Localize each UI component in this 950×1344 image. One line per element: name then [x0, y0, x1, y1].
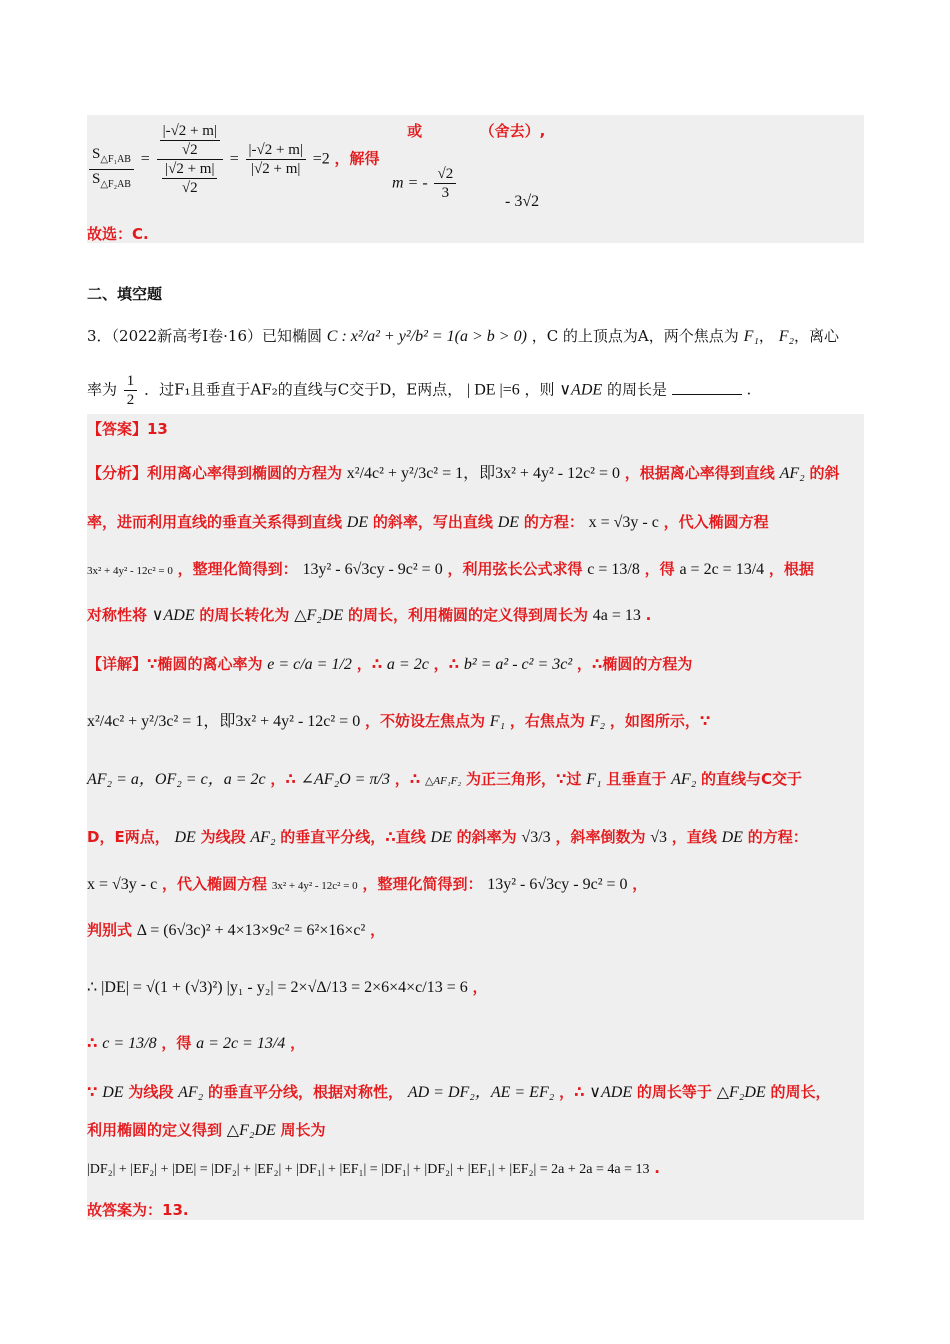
question-line-2: 率为 $\frac{1}{2}$ ．过F₁且垂直于AF₂的直线与C交于D，E两点， | DE |=6 ，则 ∨ADE 的周长是 .	[87, 373, 752, 408]
detail-line-3: AF₂ = a，OF₂ = c，a = 2c ，∴ ∠AF₂O = π/3 ，∴ △AF₁F₂ 为正三角形，∵过 F₁ 且垂直于 AF₂ 的直线与C交于	[87, 770, 803, 788]
solve-label: ，解得	[334, 149, 380, 168]
detail-line-7: ∴ |DE| = √(1 + (√3)²) |y₁ - y₂| = 2×√Δ/13 = 2×6×4×c/13 = 6 ，	[87, 978, 488, 996]
m-fraction: $\frac{√2}{3}$	[434, 165, 456, 202]
m-alt-value: - 3√2	[505, 193, 540, 210]
detail-line-2: x²/4c² + y²/3c² = 1，即3x² + 4y² - 12c² = 0 ，不妨设左焦点为 F₁ ，右焦点为 F₂ ，如图所示，∵	[87, 712, 711, 730]
detail-line-10: 利用椭圆的定义得到 △F₂DE 周长为	[87, 1121, 326, 1139]
question-line-1: 3．（2022新高考Ⅰ卷·16）已知椭圆 C : x²/a² + y²/b² = 1(a > b > 0) ，C 的上顶点为A，两个焦点为 F₁， F₂，离心	[87, 327, 840, 345]
ratio-equation-line: $\frac{S_{\triangle F_1AB}}{S_{\triangle F_2AB}}$ = $\frac{\frac{|-√2 + m|}{√2}}{\frac{|√2 + m|}{√2}}$ = $\frac{|-√2 + m|}{|√2 + m|}$ =2 ，解得 或 （舍去）,	[87, 122, 877, 212]
detail-line-4: D，E两点， DE 为线段 AF₂ 的垂直平分线，∴直线 DE 的斜率为 √3/3 ，斜率倒数为 √3 ，直线 DE 的方程：	[87, 828, 808, 846]
half-fraction: $\frac{1}{2}$	[124, 372, 138, 409]
section-title: 二、填空题	[87, 285, 163, 303]
area-ratio-fraction: $\frac{S_{\triangle F_1AB}}{S_{\triangle F_2AB}}$	[89, 145, 134, 194]
analysis-line-3: 3x² + 4y² - 12c² = 0 ，整理化简得到： 13y² - 6√3cy - 9c² = 0 ，利用弦长公式求得 c = 13/8 ，得 a = 2c = 13/4 ，根据	[87, 560, 814, 578]
simplified-fraction: $\frac{|-√2 + m|}{|√2 + m|}$	[246, 141, 306, 178]
discard-label: （舍去）,	[479, 121, 546, 140]
conclusion-line: 故选：C.	[87, 225, 149, 243]
detail-line-9: ∵ DE 为线段 AF₂ 的垂直平分线，根据对称性， AD = DF₂，AE = EF₂ ，∴ ∨ADE 的周长等于 △F₂DE 的周长，	[87, 1083, 831, 1101]
m-solution-line: m = - $\frac{√2}{3}$	[392, 165, 592, 202]
or-label: 或	[407, 121, 423, 140]
detail-line-8: ∴ c = 13/8 ，得 a = 2c = 13/4 ，	[87, 1034, 306, 1052]
answer-blank	[672, 394, 742, 395]
analysis-line-1: 【分析】利用离心率得到椭圆的方程为 x²/4c² + y²/3c² = 1，即3x² + 4y² - 12c² = 0 ，根据离心率得到直线 AF₂ 的斜	[87, 464, 840, 482]
detail-line-1: 【详解】∵椭圆的离心率为 e = c/a = 1/2 ，∴ a = 2c ，∴ b² = a² - c² = 3c² ，∴椭圆的方程为	[87, 655, 693, 673]
final-answer-line: 故答案为：13.	[87, 1201, 189, 1219]
analysis-line-2: 率，进而利用直线的垂直关系得到直线 DE 的斜率，写出直线 DE 的方程： x = √3y - c ，代入椭圆方程	[87, 513, 769, 531]
answer-label: 【答案】13	[87, 420, 168, 438]
nested-fraction: $\frac{\frac{|-√2 + m|}{√2}}{\frac{|√2 + m|}{√2}}$	[157, 122, 223, 197]
analysis-line-4: 对称性将 ∨ADE 的周长转化为 △F₂DE 的周长，利用椭圆的定义得到周长为 4a = 13 .	[87, 606, 652, 624]
detail-line-11: |DF₂| + |EF₂| + |DE| = |DF₂| + |EF₂| + |DF₁| + |EF₁| = |DF₁| + |DF₂| + |EF₁| + |EF₂| = 2a + 2a = 4a = 13 .	[87, 1159, 660, 1177]
detail-line-6: 判别式 Δ = (6√3c)² + 4×13×9c² = 6²×16×c² ，	[87, 921, 386, 939]
detail-line-5: x = √3y - c ，代入椭圆方程 3x² + 4y² - 12c² = 0 ，整理化简得到： 13y² - 6√3cy - 9c² = 0 ，	[87, 875, 648, 893]
